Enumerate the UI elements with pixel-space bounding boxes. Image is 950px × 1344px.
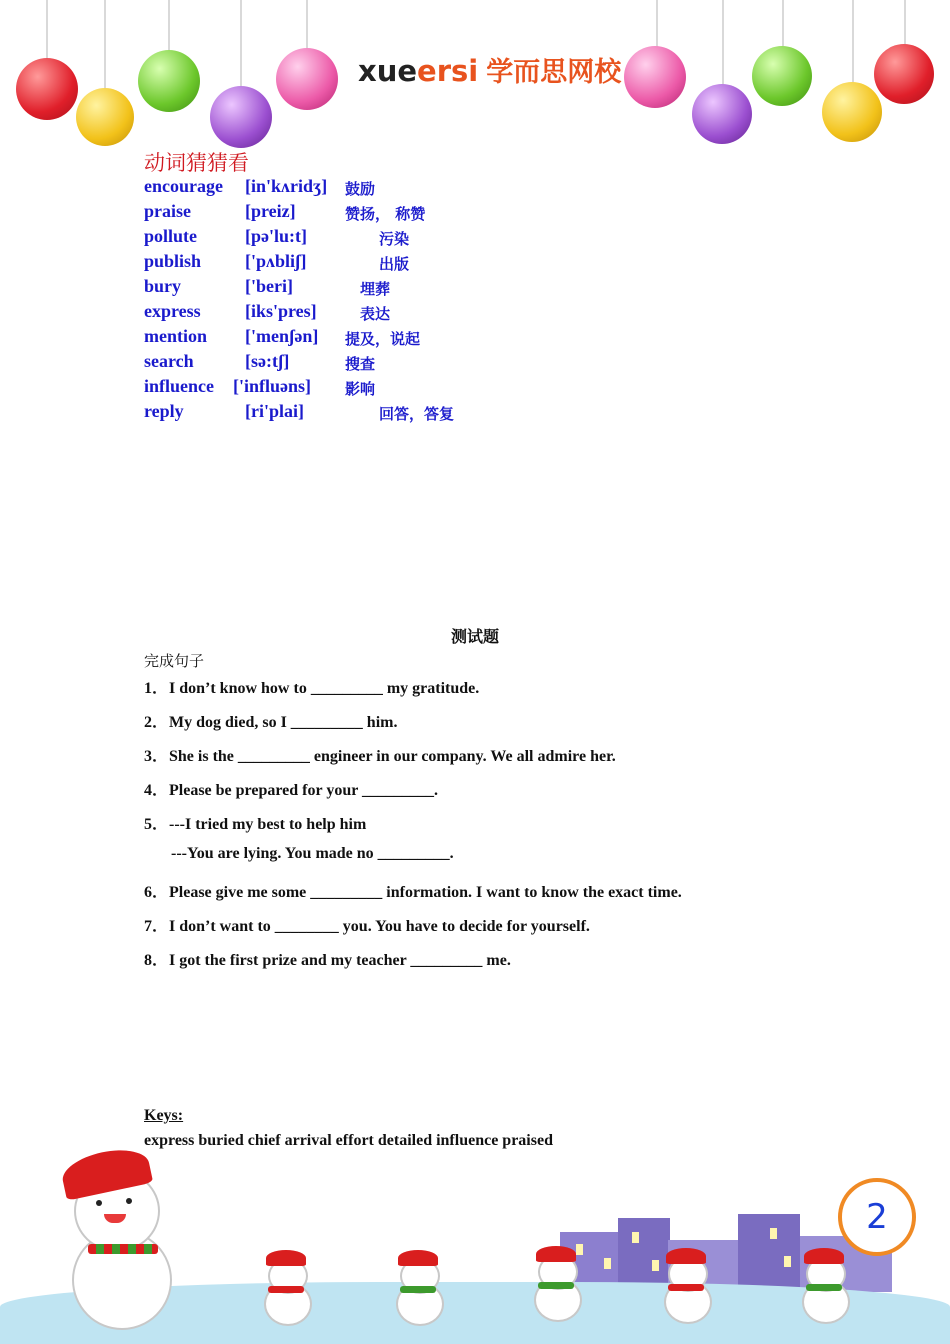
vocab-meaning: 鼓励: [345, 180, 376, 198]
logo-chinese: 学而思网校: [486, 57, 622, 88]
purple-bauble-icon: [692, 84, 752, 144]
vocab-word: bury: [144, 276, 182, 296]
santa-hat-icon: [666, 1248, 706, 1264]
window-icon: [770, 1228, 777, 1239]
page-number: 2: [838, 1178, 916, 1256]
question-text: Please be prepared for your _________.: [169, 782, 439, 799]
house-icon: [618, 1218, 670, 1292]
test-instruction: 完成句子: [144, 652, 205, 670]
question-item: [144, 947, 511, 970]
vocab-word: encourage: [144, 176, 223, 196]
scarf-icon: [806, 1284, 842, 1291]
scarf-icon: [268, 1286, 304, 1293]
question-item: [144, 879, 682, 902]
scarf-icon: [538, 1282, 574, 1289]
vocab-word: express: [144, 301, 201, 321]
vocab-meaning: 搜查: [345, 355, 376, 373]
santa-hat-icon: [536, 1246, 576, 1262]
vocab-phonetic: ['beri]: [245, 276, 293, 296]
house-icon: [738, 1214, 800, 1292]
vocab-meaning: 回答，答复: [379, 405, 455, 423]
vocab-meaning: 赞扬， 称赞: [345, 205, 426, 223]
question-item: [144, 811, 366, 834]
ornament-string: [240, 0, 242, 88]
question-item: [144, 709, 397, 732]
window-icon: [784, 1256, 791, 1267]
question-item: [144, 845, 454, 863]
eye-icon: [126, 1198, 132, 1204]
question-text: I don’t want to ________ you. You have to decide for yourself.: [169, 918, 590, 935]
santa-hat-icon: [804, 1248, 844, 1264]
vocab-meaning: 污染: [379, 230, 410, 248]
vocab-phonetic: [sə:tʃ]: [245, 351, 290, 371]
question-text: She is the _________ engineer in our company. We all admire her.: [169, 748, 616, 765]
ornament-string: [168, 0, 170, 52]
logo-latin-part-1: xue: [358, 54, 418, 88]
pink-bauble-icon: [276, 48, 338, 110]
test-title: 测试题: [450, 627, 499, 646]
question-item: [144, 777, 438, 800]
vocab-phonetic: ['pʌbliʃ]: [245, 251, 307, 271]
question-number: 5．: [144, 816, 169, 833]
yellow-bauble-icon: [822, 82, 882, 142]
question-text: My dog died, so I _________ him.: [169, 714, 398, 731]
window-icon: [576, 1244, 583, 1255]
question-number: 8．: [144, 952, 169, 969]
vocab-phonetic: ['menʃən]: [245, 326, 319, 346]
vocab-word: search: [144, 351, 194, 371]
pink-bauble-icon: [624, 46, 686, 108]
red-bauble-icon: [874, 44, 934, 104]
vocab-phonetic: [ri'plai]: [245, 401, 304, 421]
keys-answers: express buried chief arrival effort detailed influence praised: [144, 1132, 553, 1149]
vocab-section-title: 动词猜猜看: [144, 151, 249, 175]
santa-hat-icon: [398, 1250, 438, 1266]
question-item: [144, 743, 616, 766]
vocab-word: publish: [144, 251, 202, 271]
vocab-meaning: 表达: [360, 305, 391, 323]
vocab-phonetic: [in'kʌridʒ]: [245, 176, 328, 196]
vocab-meaning: 提及，说起: [345, 330, 421, 348]
brand-logo: [358, 50, 621, 89]
vocab-meaning: 埋葬: [360, 280, 391, 298]
ornament-string: [656, 0, 658, 48]
vocab-word: praise: [144, 201, 191, 221]
question-number: 3．: [144, 748, 169, 765]
question-number: 2．: [144, 714, 169, 731]
question-number: 4．: [144, 782, 169, 799]
question-text: I don’t know how to _________ my gratitude.: [169, 680, 480, 697]
question-number: 6．: [144, 884, 169, 901]
vocab-meaning: 影响: [345, 380, 376, 398]
question-text: ---I tried my best to help him: [169, 816, 367, 833]
vocab-phonetic: ['influəns]: [233, 376, 312, 396]
eye-icon: [96, 1200, 102, 1206]
window-icon: [604, 1258, 611, 1269]
purple-bauble-icon: [210, 86, 272, 148]
santa-hat-icon: [266, 1250, 306, 1266]
ornament-string: [46, 0, 48, 60]
vocab-word: mention: [144, 326, 207, 346]
vocab-word: pollute: [144, 226, 198, 246]
ornament-string: [722, 0, 724, 86]
vocab-word: influence: [144, 376, 214, 396]
scarf-icon: [88, 1244, 158, 1254]
scarf-icon: [668, 1284, 704, 1291]
vocab-phonetic: [pə'lu:t]: [245, 226, 307, 246]
yellow-bauble-icon: [76, 88, 134, 146]
green-bauble-icon: [138, 50, 200, 112]
ornament-string: [782, 0, 784, 48]
red-bauble-icon: [16, 58, 78, 120]
question-item: [144, 675, 479, 698]
window-icon: [652, 1260, 659, 1271]
question-item: [144, 913, 590, 936]
question-text: ---You are lying. You made no _________.: [171, 845, 454, 862]
vocab-phonetic: [preiz]: [245, 201, 296, 221]
question-number: 1．: [144, 680, 169, 697]
ornament-string: [104, 0, 106, 90]
vocab-word: reply: [144, 401, 184, 421]
logo-latin-part-2: ersi: [417, 54, 479, 88]
question-text: I got the first prize and my teacher _________ me.: [169, 952, 511, 969]
question-number: 7．: [144, 918, 169, 935]
question-text: Please give me some _________ information. I want to know the exact time.: [169, 884, 682, 901]
scarf-icon: [400, 1286, 436, 1293]
ornament-string: [904, 0, 906, 46]
ornament-string: [852, 0, 854, 84]
window-icon: [632, 1232, 639, 1243]
green-bauble-icon: [752, 46, 812, 106]
keys-title: Keys:: [144, 1107, 184, 1124]
vocab-meaning: 出版: [379, 255, 410, 273]
vocab-phonetic: [iks'pres]: [245, 301, 317, 321]
ornament-string: [306, 0, 308, 50]
